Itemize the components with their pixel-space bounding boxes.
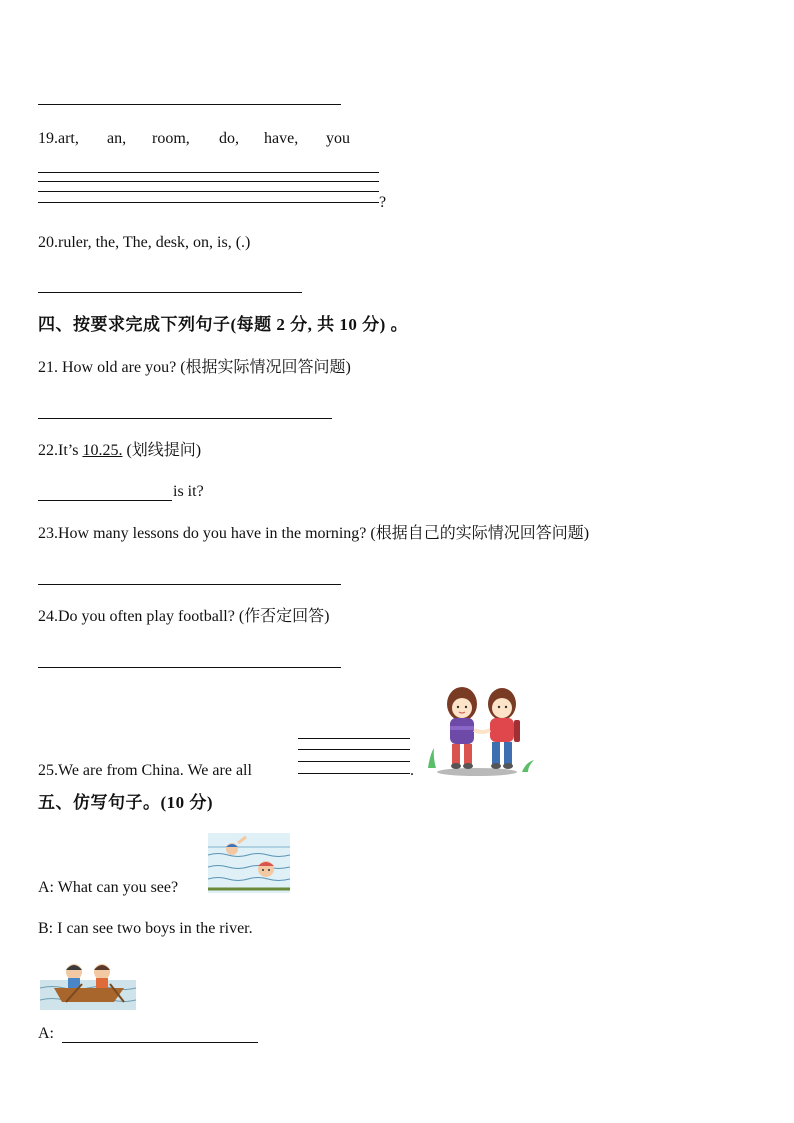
example-question: A: What can you see? — [38, 879, 179, 896]
q21-text: How old are you? (根据实际情况回答问题) — [58, 359, 351, 376]
answer-line-q25[interactable] — [298, 773, 410, 774]
q21-prompt — [38, 358, 351, 378]
q19-word: room, — [152, 130, 190, 147]
answer-line-q22[interactable] — [38, 500, 172, 501]
q22-prompt — [38, 441, 201, 461]
section5-heading: 五、仿写句子。(10 分) — [38, 793, 214, 812]
q22-underlined-time: 10.25. — [82, 442, 123, 459]
q19-word: you — [326, 130, 350, 147]
q20-prompt: 20.ruler, the, The, desk, on, is, (.) — [38, 234, 251, 251]
answer-line-q24[interactable] — [38, 667, 341, 668]
answer-line-q19[interactable] — [38, 172, 379, 173]
q19-word: have, — [264, 130, 299, 147]
section4-heading: 四、按要求完成下列句子(每题 2 分, 共 10 分) 。 — [38, 315, 409, 334]
answer-line-q25[interactable] — [298, 761, 410, 762]
answer-line-q21[interactable] — [38, 418, 332, 419]
answer-line-q20[interactable] — [38, 292, 302, 293]
q21-number: 21. — [38, 359, 58, 376]
q19-prompt — [38, 129, 79, 149]
q25-period: . — [410, 762, 414, 779]
girls-walking-illustration — [422, 682, 538, 778]
example-answer: B: I can see two boys in the river. — [38, 920, 253, 937]
q25-prompt: 25.We are from China. We are all — [38, 762, 252, 779]
answer-line-q19[interactable] — [38, 181, 379, 182]
swimming-boys-illustration — [208, 833, 290, 893]
kids-in-boat-illustration — [40, 958, 136, 1010]
q22-instruction: (划线提问) — [122, 442, 202, 459]
answer-line-q19[interactable] — [38, 191, 379, 192]
answer-line-q25[interactable] — [298, 749, 410, 750]
q23-prompt: 23.How many lessons do you have in the morning? (根据自己的实际情况回答问题) — [38, 525, 590, 542]
practice-question-label: A: — [38, 1025, 54, 1042]
q22-answer-tail: is it? — [173, 483, 204, 500]
answer-line-q23[interactable] — [38, 584, 341, 585]
q19-number: 19. — [38, 130, 58, 147]
q24-prompt: 24.Do you often play football? (作否定回答) — [38, 608, 330, 625]
answer-line-q19[interactable] — [38, 202, 379, 203]
answer-line-q25[interactable] — [298, 738, 410, 739]
q19-word: an, — [107, 130, 127, 147]
q19-word: do, — [219, 130, 239, 147]
answer-line-q18[interactable] — [38, 104, 341, 105]
q22-prefix: 22.It’s — [38, 442, 83, 459]
q19-word: art, — [58, 130, 79, 147]
answer-line-practice[interactable] — [62, 1042, 258, 1043]
q19-question-mark: ? — [379, 194, 387, 211]
